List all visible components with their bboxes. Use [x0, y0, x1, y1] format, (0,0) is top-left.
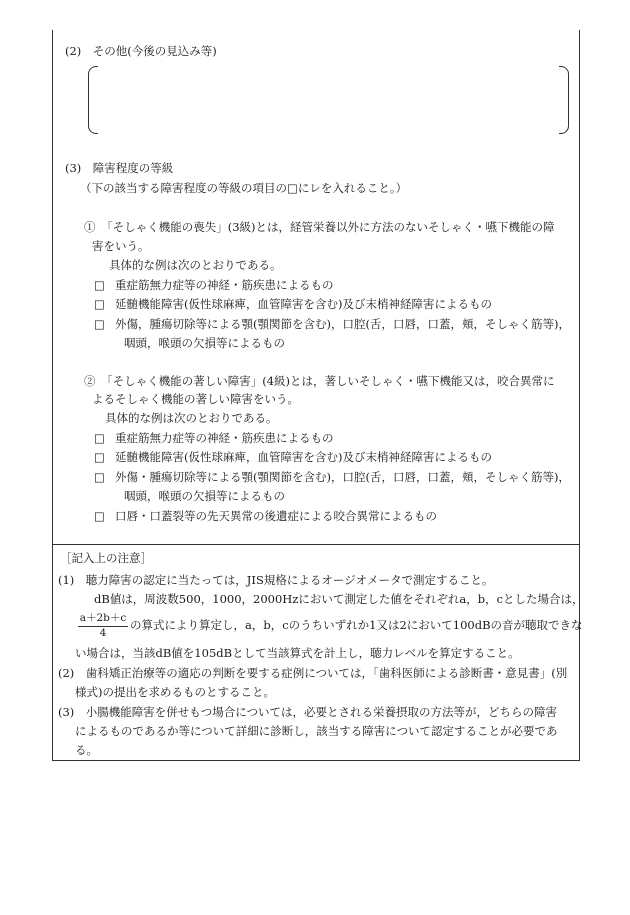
item1-ex2-checkbox[interactable]: □	[94, 297, 105, 311]
bracket-right	[559, 66, 569, 134]
note1-line1: (1) 聴力障害の認定に当たっては，JIS規格によるオージオメータで測定すること。	[58, 573, 494, 587]
formula-fraction	[78, 612, 128, 640]
item1-ex3-checkbox[interactable]: □	[94, 317, 105, 331]
note2-line1: (2) 歯科矯正治療等の適応の判断を要する症例については，「歯科医師による診断書・意見書」(別	[58, 666, 568, 680]
item1-ex3-label-line1: 外傷，腫瘍切除等による顎(顎関節を含む)，口腔(舌，口唇，口蓋，頬，そしゃく筋等)，	[115, 317, 570, 331]
item2-ex1-checkbox[interactable]: □	[94, 431, 105, 445]
item2-examples-intro: 具体的な例は次のとおりである。	[105, 411, 278, 425]
note2-line2: 様式)の提出を求めるものとすること。	[75, 685, 275, 699]
item1-examples-intro: 具体的な例は次のとおりである。	[109, 258, 282, 272]
note3-line3: る。	[75, 743, 98, 757]
note1-line4: い場合は，当該dB値を105dBとして当該算式を計上し，聴力レベルを算定すること。	[75, 646, 520, 660]
note3-line2: によるものであるか等について詳細に診断し，該当する障害について認定することが必要であ	[75, 724, 558, 738]
item1-definition-line1: ① 「そしゃく機能の喪失」(3級)とは，経管栄養以外に方法のないそしゃく・嚥下機能の障	[84, 220, 555, 234]
item2-ex4-checkbox[interactable]: □	[94, 509, 105, 523]
item2-definition-line2: よるそしゃく機能の著しい障害をいう。	[92, 392, 299, 406]
item2-ex2-checkbox[interactable]: □	[94, 450, 105, 464]
outlook-text-area[interactable]	[100, 68, 556, 132]
item2-ex4-label: 口唇・口蓋裂等の先天異常の後遺症による咬合異常によるもの	[115, 509, 437, 523]
formula-denominator: 4	[99, 627, 107, 639]
item2-ex1-label: 重症筋無力症等の神経・筋疾患によるもの	[115, 431, 334, 445]
item2-ex3-checkbox[interactable]: □	[94, 470, 105, 484]
bracket-left	[88, 66, 98, 134]
item1-ex1-label: 重症筋無力症等の神経・筋疾患によるもの	[115, 278, 334, 292]
item2-ex3-label-line1: 外傷・腫瘍切除等による顎(顎関節を含む)，口腔(舌，口唇，口蓋，頬，そしゃく筋等)，	[115, 470, 570, 484]
note3-line1: (3) 小腸機能障害を併せもつ場合については，必要とされる栄養摂取の方法等が，どちらの障害	[58, 705, 558, 719]
item2-ex3-label-line2: 咽頭，喉頭の欠損等によるもの	[124, 489, 285, 503]
item1-ex3-label-line2: 咽頭，喉頭の欠損等によるもの	[124, 336, 285, 350]
item2-ex2-label: 延髄機能障害(仮性球麻痺，血管障害を含む)及び末梢神経障害によるもの	[115, 450, 492, 464]
section3-heading: (3) 障害程度の等級	[65, 161, 174, 175]
note1-line3: の算式により算定し，a，b，cのうちいずれか1又は2において100dBの音が聴取できな	[130, 618, 583, 632]
item1-ex1-checkbox[interactable]: □	[94, 278, 105, 292]
item2-definition-line1: ② 「そしゃく機能の著しい障害」(4級)とは，著しいそしゃく・嚥下機能又は，咬合異常に	[84, 374, 555, 388]
notes-divider	[53, 544, 579, 545]
formula-numerator: a＋2b＋c	[78, 612, 128, 627]
item1-definition-line2: 害をいう。	[92, 239, 150, 253]
note1-line2: dB値は，周波数500，1000，2000Hzにおいて測定した値をそれぞれa，b，cとした場合は，	[94, 592, 584, 606]
item1-ex2-label: 延髄機能障害(仮性球麻痺，血管障害を含む)及び末梢神経障害によるもの	[115, 297, 492, 311]
notes-heading: ［記入上の注意］	[60, 551, 152, 565]
section3-instruction: （下の該当する障害程度の等級の項目の□にレを入れること。）	[80, 181, 408, 195]
section2-heading: (2) その他(今後の見込み等)	[65, 44, 217, 58]
